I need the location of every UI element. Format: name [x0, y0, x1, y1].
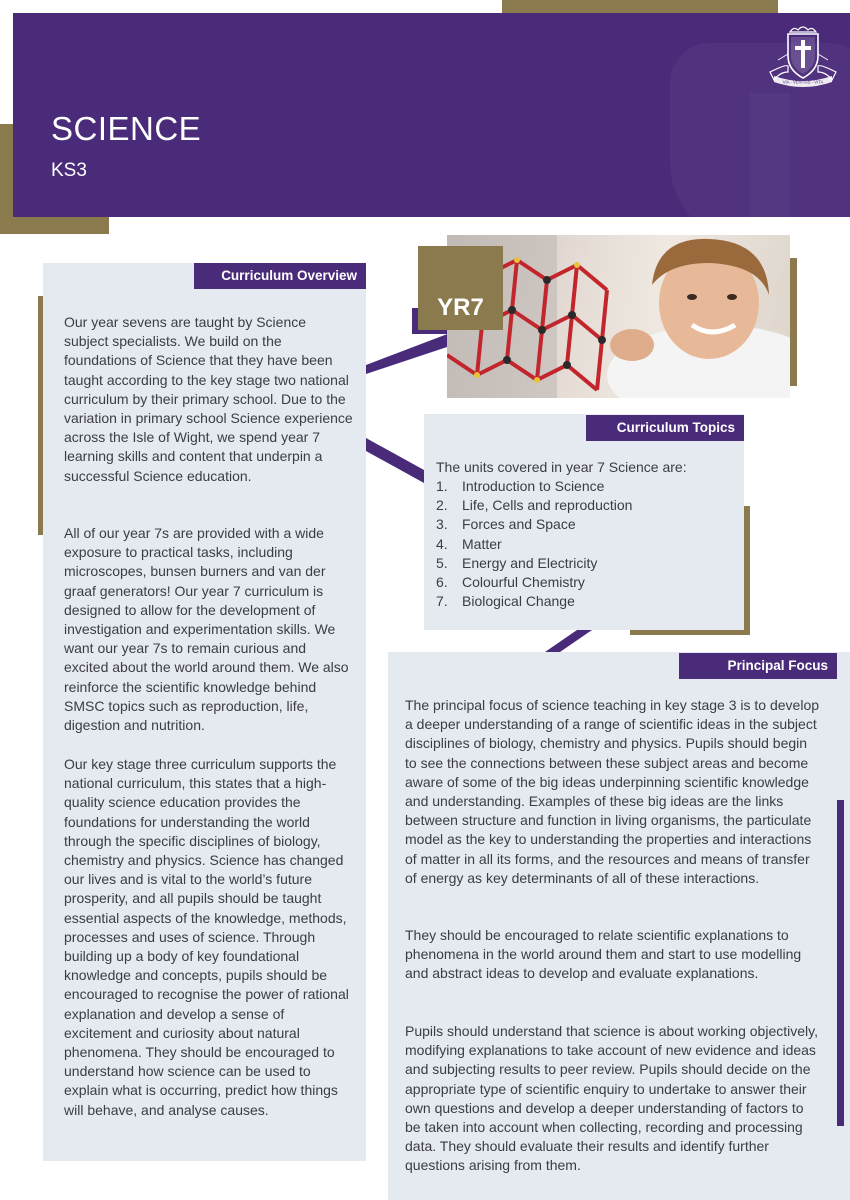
topics-list — [436, 477, 632, 611]
overview-paragraph-1: Our year sevens are taught by Science subject specialists. We build on the foundations of Science that they have been taught according to the key stage two national curriculum by their primary school. Due to the variation in primary school Science experience across the Isle of Wight, we spend year 7 learning skills and content that underpin a successful Science education. — [64, 314, 353, 484]
topic-item: 1. Introduction to Science — [436, 478, 605, 494]
focus-paragraph-3: Pupils should understand that science is about working objectively, modifying explanations to take account of new evidence and ideas and subjecting results to peer review. Pupils should decide on the appropriate type of scientific enquiry to undertake to answer their own questions and develop a deeper understanding of factors to be taken into account when collecting, recording and processing data. They should evaluate their results and identify further questions arising from them. — [405, 1023, 818, 1174]
focus-paragraph-1: The principal focus of science teaching in key stage 3 is to develop a deeper understanding of a range of scientific ideas in the subject disciplines of biology, chemistry and physics. Pupils should begin to see the connections between these subject areas and become aware of some of the big ideas underpinning scientific knowledge and understanding. Examples of these big ideas are the links between structure and function in living organisms, the particulate model as the key to understanding the properties and interactions of matter in all its forms, and the resources and means of transfer of energy as key determinants of all of these interactions. — [405, 697, 820, 886]
topic-item: 4. Matter — [436, 535, 502, 552]
principal-focus-tag: Principal Focus — [679, 653, 837, 679]
topic-item: 7. Biological Change — [436, 593, 575, 610]
curriculum-overview-tag: Curriculum Overview — [194, 263, 366, 289]
photo-gold-bar — [790, 258, 797, 386]
topic-item: 5. Energy and Electricity — [436, 554, 598, 571]
topic-item: 3. Forces and Space — [436, 516, 576, 533]
overview-paragraph-3: Our key stage three curriculum supports the national curriculum, this states that a high-quality science education provides the foundations for understanding the world through the specific disciplines of biology, chemistry and physics. Science has changed our lives and is vital to the world’s future prosperity, and all pupils should be taught essential aspects of the knowledge, methods, processes and uses of science. Through building up a body of key foundational knowledge and concepts, pupils should be encouraged to recognise the power of rational explanation and develop a sense of excitement and curiosity about natural phenomena. They should be encouraged to understand how science can be used to explain what is occurring, predict how things will behave, and analyse causes. — [64, 756, 349, 1118]
curriculum-topics-tag: Curriculum Topics — [586, 415, 744, 441]
year-label-box: YR7 — [418, 246, 503, 330]
page-subtitle: KS3 — [51, 160, 87, 181]
topic-item: 2. Life, Cells and reproduction — [436, 497, 633, 514]
logo-motto: VIA · VERITAS · VITA — [782, 79, 824, 85]
topic-item: 6. Colourful Chemistry — [436, 574, 585, 591]
topics-intro: The units covered in year 7 Science are: — [436, 459, 687, 475]
overview-paragraph-2: All of our year 7s are provided with a wide exposure to practical tasks, including microscopes, bunsen burners and van der graaf generators! Our year 7 curriculum is designed to allow for the development of investigation and experimentation skills. We want our year 7s to remain curious and excited about the world around them. We also reinforce the scientific knowledge behind SMSC topics such as reproduction, life, digestion and nutrition. — [64, 525, 349, 734]
page-title: SCIENCE — [51, 110, 202, 147]
focus-purple-bar — [837, 800, 844, 1126]
focus-paragraph-2: They should be encouraged to relate scientific explanations to phenomena in the world around them and start to use modelling and abstract ideas to develop and evaluate explanations. — [405, 927, 802, 982]
